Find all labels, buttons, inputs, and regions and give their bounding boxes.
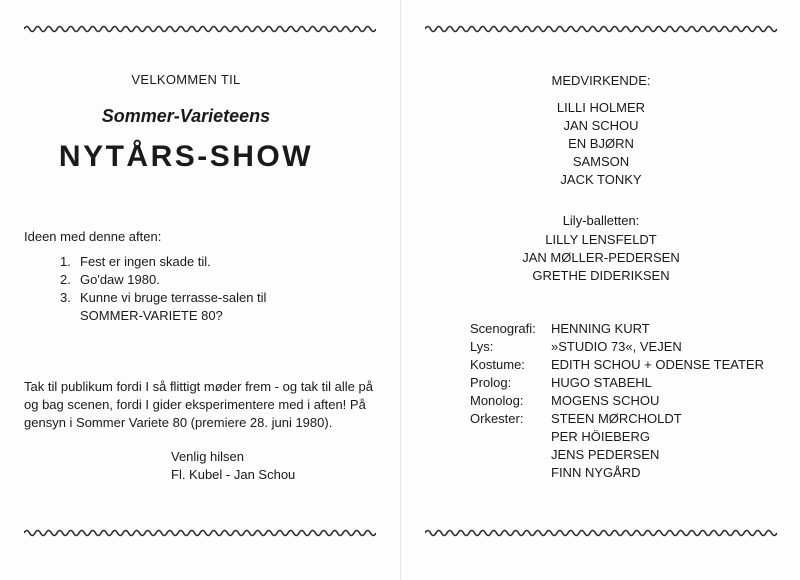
credit-role: Prolog: <box>470 375 512 390</box>
credit-name: HENNING KURT <box>551 321 650 336</box>
thanks-paragraph: Tak til publikum fordi I så flittigt møder frem - og tak til alle på og bag scenen, fordi I gider eksperimentere med i aften! På gensyn i Sommer Variete 80 (premiere 28. juni 1980). <box>24 379 373 430</box>
credit-names <box>551 356 764 374</box>
credit-role: Lys: <box>470 339 494 354</box>
idea-text: SOMMER-VARIETE 80? <box>80 308 223 323</box>
credit-row <box>470 410 764 482</box>
ideas-list <box>60 253 266 325</box>
wavy-rule-bottom-left <box>24 527 376 539</box>
ballet-member: JAN MØLLER-PEDERSEN <box>522 250 680 265</box>
idea-item <box>60 307 266 325</box>
idea-text: Kunne vi bruge terrasse-salen til <box>80 290 267 305</box>
ballet-member: LILLY LENSFELDT <box>545 232 657 247</box>
credit-name: PER HÖIEBERG <box>551 429 650 444</box>
credit-role: Kostume: <box>470 357 525 372</box>
right-page <box>400 0 800 580</box>
cast-heading: MEDVIRKENDE: <box>551 73 651 88</box>
credit-names <box>551 410 682 482</box>
credit-names <box>551 374 652 392</box>
greeting: Venlig hilsen <box>171 449 244 464</box>
credit-row <box>470 374 764 392</box>
cast-member: LILLI HOLMER <box>556 100 646 115</box>
credit-row <box>470 392 764 410</box>
show-title: NYTÅRS-SHOW <box>58 140 314 173</box>
cast-member: EN BJØRN <box>568 136 634 151</box>
credit-name: MOGENS SCHOU <box>551 393 660 408</box>
cast-list <box>401 99 800 189</box>
credit-row <box>470 338 764 356</box>
credit-names <box>551 320 650 338</box>
wavy-rule-top-right <box>425 23 777 35</box>
credit-row <box>470 356 764 374</box>
idea-number: 2. <box>60 272 71 287</box>
credit-name: HUGO STABEHL <box>551 375 652 390</box>
credit-role: Scenografi: <box>470 321 536 336</box>
idea-number: 3. <box>60 290 71 305</box>
credit-role: Monolog: <box>470 393 524 408</box>
credit-row <box>470 320 764 338</box>
wavy-rule-bottom-right <box>425 527 777 539</box>
welcome-text: VELKOMMEN TIL <box>131 72 241 87</box>
idea-item <box>60 271 266 289</box>
cast-member: SAMSON <box>572 154 630 169</box>
idea-item <box>60 289 266 307</box>
ideas-heading: Ideen med denne aften: <box>24 229 162 244</box>
wavy-rule-top-left <box>24 23 376 35</box>
idea-text: Go'daw 1980. <box>80 272 160 287</box>
cast-member: JAN SCHOU <box>563 118 639 133</box>
credit-names <box>551 392 659 410</box>
cast-member: JACK TONKY <box>560 172 642 187</box>
credit-role: Orkester: <box>470 411 524 426</box>
idea-item <box>60 253 266 271</box>
credit-name: »STUDIO 73«, VEJEN <box>551 339 682 354</box>
credits-table <box>470 320 764 482</box>
ballet-heading: Lily-balletten: <box>562 213 640 228</box>
ballet-list <box>401 231 800 285</box>
ballet-member: GRETHE DIDERIKSEN <box>532 268 670 283</box>
credit-name: STEEN MØRCHOLDT <box>551 411 682 426</box>
idea-text: Fest er ingen skade til. <box>80 254 211 269</box>
credit-name: FINN NYGÅRD <box>551 465 641 480</box>
show-subtitle: Sommer-Varieteens <box>101 106 271 126</box>
credit-names <box>551 338 682 356</box>
credit-name: JENS PEDERSEN <box>551 447 660 462</box>
signature: Fl. Kubel - Jan Schou <box>171 467 296 482</box>
credit-name: EDITH SCHOU + ODENSE TEATER <box>551 357 764 372</box>
idea-number: 1. <box>60 254 71 269</box>
